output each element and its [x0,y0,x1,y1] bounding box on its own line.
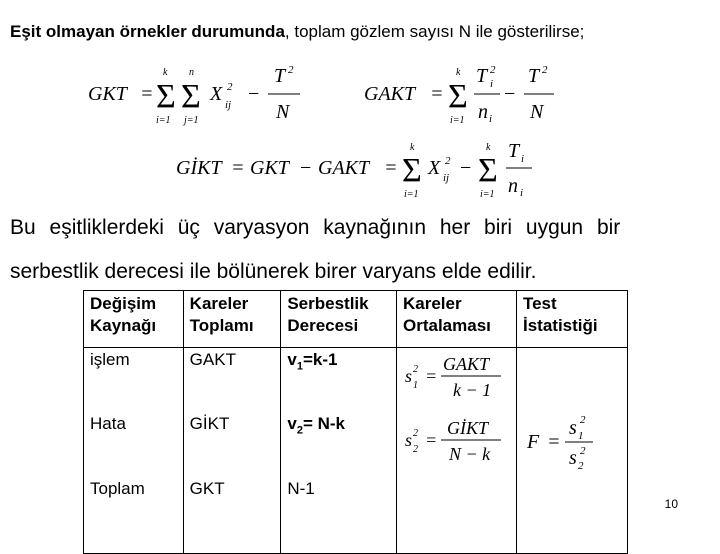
table-row [84,348,628,413]
header-source: Değişim Kaynağı [84,291,184,348]
svg-text:2: 2 [579,414,586,426]
svg-text:i=1: i=1 [156,115,171,126]
svg-text:T: T [508,140,520,162]
svg-text:GAKT: GAKT [318,157,370,179]
cell-source: Toplam [84,477,184,554]
svg-text:=: = [140,83,154,105]
cell-source: Hata [84,412,184,477]
svg-text:X: X [210,83,223,105]
svg-text:=: = [231,157,245,179]
gakt-formula [364,60,564,130]
svg-text:1: 1 [577,430,584,442]
cell-source: işlem [84,348,184,413]
cell-df: $v_1=k-1$ [281,348,397,413]
header-test: Test İstatistiği [516,291,627,348]
svg-text:s: s [568,447,577,469]
svg-text:T: T [274,65,286,87]
svg-text:i: i [521,153,525,165]
svg-text:1: 1 [413,380,418,391]
svg-text:s: s [405,430,413,450]
f-test-formula [517,412,627,472]
svg-text:2: 2 [445,155,451,167]
svg-text:n: n [478,101,488,123]
gikt-lhs: GİKT [176,157,222,179]
svg-text:T: T [528,65,540,87]
svg-text:GKT: GKT [250,157,289,179]
cell-ms [397,412,517,477]
svg-text:Σ: Σ [156,78,176,115]
anova-table [83,290,628,554]
svg-text:ij: ij [225,99,232,111]
cell-df: N-1 [281,477,397,554]
svg-text:Σ: Σ [478,152,498,189]
cell-test [516,412,627,477]
svg-text:N: N [276,101,290,123]
svg-text:s: s [568,417,577,439]
table-row [84,477,628,554]
svg-text:=: = [425,366,438,386]
svg-text:=: = [384,157,398,179]
svg-text:−: − [504,83,516,105]
header-ss: Kareler Toplamı [183,291,281,348]
svg-text:ij: ij [443,172,450,184]
gikt-formula [176,140,556,206]
svg-text:i=1: i=1 [450,115,465,126]
cell-ms [397,477,517,554]
svg-text:i: i [489,113,493,125]
svg-text:2: 2 [413,444,418,455]
cell-df: $v_2= N-k$ [281,412,397,477]
svg-text:j=1: j=1 [184,115,199,126]
svg-text:2: 2 [490,64,496,76]
svg-text:k: k [163,67,168,78]
svg-text:GAKT: GAKT [443,354,490,374]
gkt-formula [88,60,318,130]
ms1-formula [397,348,515,404]
svg-text:2: 2 [288,64,294,76]
svg-text:−: − [460,157,472,179]
cell-test [516,477,627,554]
svg-text:i=1: i=1 [480,189,495,200]
gkt-lhs: GKT [88,83,127,105]
svg-text:−: − [248,83,260,105]
cell-ss: GAKT [183,348,281,413]
svg-text:2: 2 [579,445,586,457]
page-number: 10 [664,497,678,511]
svg-text:2: 2 [577,460,584,472]
svg-text:k − 1: k − 1 [453,380,492,400]
svg-text:k: k [486,142,491,153]
svg-text:=: = [546,431,561,453]
svg-text:k: k [456,67,461,78]
svg-text:=: = [425,430,438,450]
svg-text:=: = [430,83,444,105]
table-header-row [84,291,628,348]
intro-bold: Eşit olmayan örnekler durumunda [10,22,285,41]
ms2-formula [397,412,515,468]
svg-text:2: 2 [413,428,418,439]
intro-text [10,22,584,42]
svg-text:N: N [530,101,544,123]
gakt-lhs: GAKT [364,83,416,105]
svg-text:Σ: Σ [181,78,201,115]
svg-text:k: k [410,142,415,153]
svg-text:n: n [508,175,518,197]
svg-text:Σ: Σ [448,78,468,115]
svg-text:i=1: i=1 [404,189,419,200]
svg-text:n: n [189,67,194,78]
svg-text:2: 2 [227,81,233,93]
svg-text:−: − [300,157,312,179]
svg-text:s: s [405,366,413,386]
svg-text:i: i [490,78,494,90]
cell-test [516,348,627,413]
svg-text:i: i [520,187,524,199]
svg-text:2: 2 [413,364,418,375]
cell-ss: GİKT [183,412,281,477]
svg-text:GİKT: GİKT [447,418,489,438]
intro-rest: , toplam gözlem sayısı N ile gösterilirse; [284,22,585,41]
svg-text:Σ: Σ [402,152,422,189]
cell-ss: GKT [183,477,281,554]
svg-text:T: T [476,65,488,87]
svg-text:X: X [428,157,441,179]
svg-text:2: 2 [542,64,548,76]
paragraph-line-2: serbestlik derecesi ile bölünerek birer varyans elde edilir. [10,260,537,283]
table-row [84,412,628,477]
paragraph-line-1: Bu eşitliklerdeki üç varyasyon kaynağının her biri uygun bir [10,216,621,239]
svg-text:F: F [526,431,540,453]
cell-ms [397,348,517,413]
svg-text:N − k: N − k [449,444,491,464]
header-df: Serbestlik Derecesi [281,291,397,348]
header-ms: Kareler Ortalaması [397,291,517,348]
